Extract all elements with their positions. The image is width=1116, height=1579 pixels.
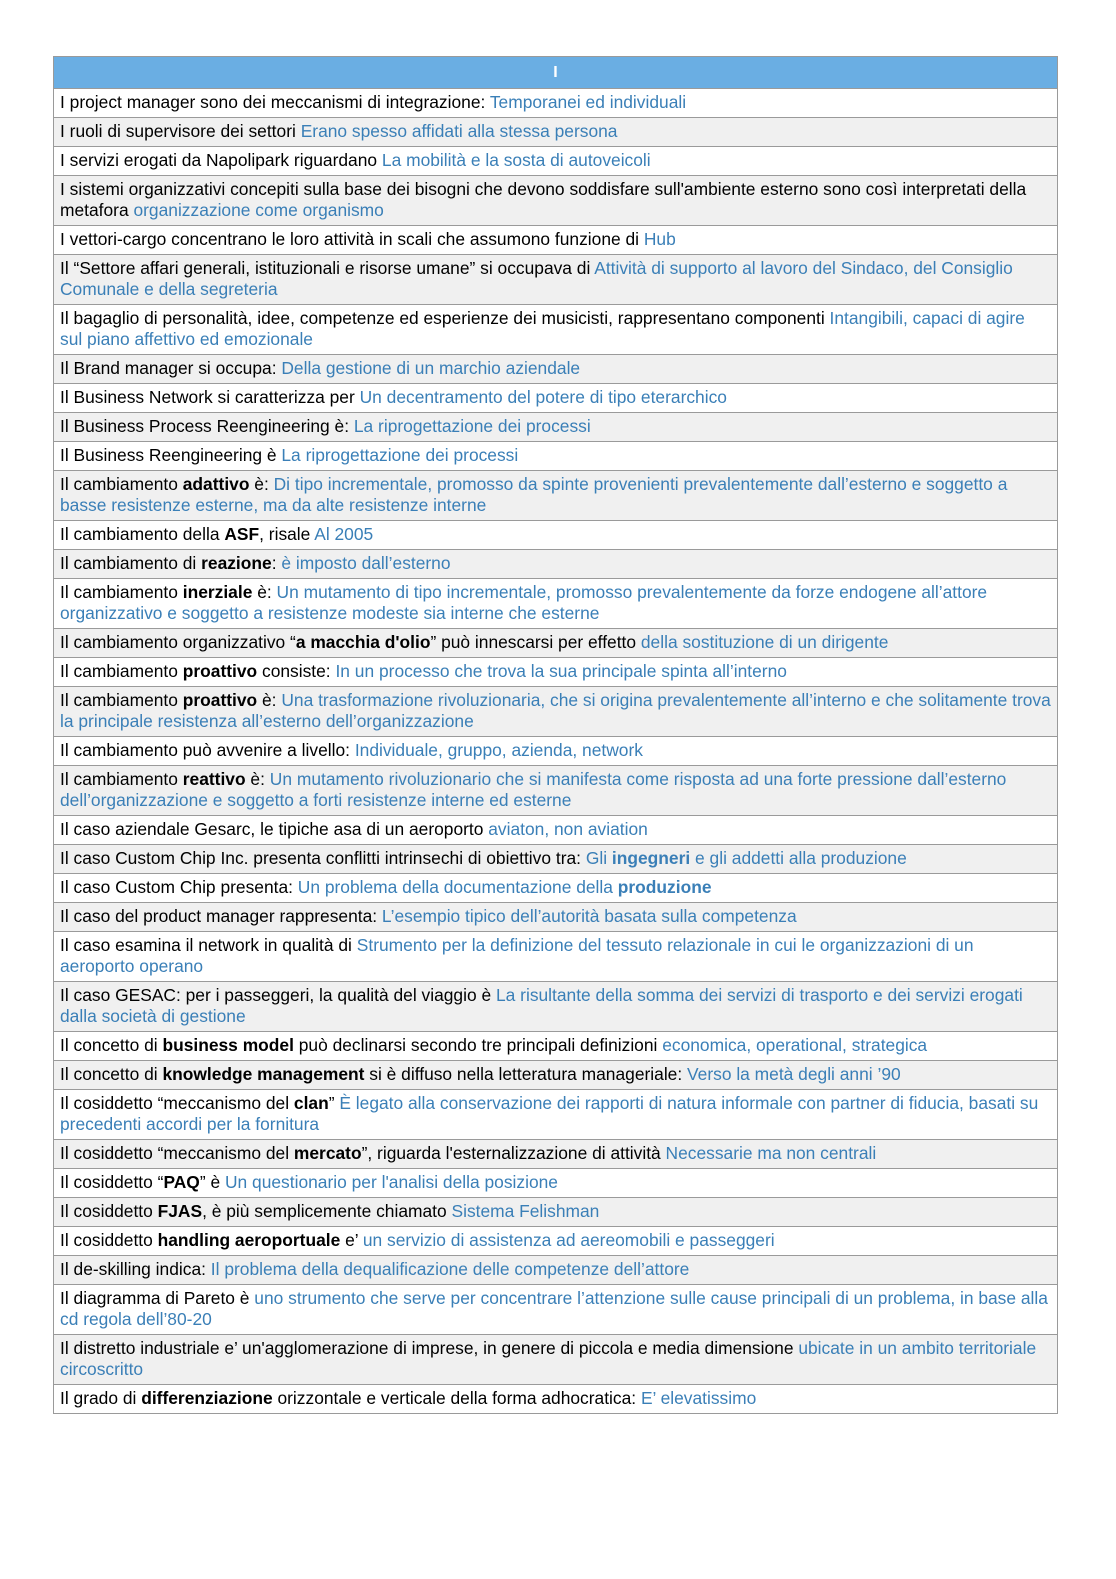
table-row [54,687,1058,737]
answer-text: Strumento per la definizione del tessuto relazionale in cui le organizzazioni di un aeroporto operano [60,935,974,976]
qa-cell [54,413,1058,442]
answer-text: Gli [585,848,612,868]
question-text: I sistemi organizzativi concepiti sulla base dei bisogni che devono soddisfare sull'ambiente esterno sono così interpretati della metafora [60,179,1027,220]
question-text: Il de-skilling indica: [60,1259,211,1279]
qa-cell [54,147,1058,176]
answer-text: e gli addetti alla produzione [690,848,907,868]
question-text: Il caso Custom Chip Inc. presenta conflitti intrinsechi di obiettivo tra: [60,848,586,868]
answer-text: Verso la metà degli anni ’90 [687,1064,901,1084]
qa-cell [54,384,1058,413]
qa-cell [54,471,1058,521]
answer-text: Di tipo incrementale, promosso da spinte provenienti prevalentemente dall’esterno e soggetto a basse resistenze esterne, ma da alte resistenze interne [60,474,1008,515]
answer-text: L’esempio tipico dell’autorità basata sulla competenza [381,906,797,926]
table-row [54,1227,1058,1256]
question-text: I ruoli di supervisore dei settori [60,121,301,141]
question-text: Il cambiamento della [60,524,225,544]
question-text: PAQ [163,1172,200,1192]
question-text: Il cambiamento organizzativo “ [60,632,296,652]
answer-text: È legato alla conservazione dei rapporti di natura informale con partner di fiducia, basati su precedenti accordi per la fornitura [60,1093,1039,1134]
qa-cell [54,226,1058,255]
question-text: Il cambiamento [60,474,183,494]
question-text: Il “Settore affari generali, istituzionali e risorse umane” si occupava di [60,258,595,278]
question-text: proattivo [182,661,258,681]
question-text: è: [249,474,274,494]
answer-text: Al 2005 [314,524,374,544]
qa-cell [54,658,1058,687]
question-text: Il caso aziendale Gesarc, le tipiche asa di un aeroporto [60,819,489,839]
table-row [54,982,1058,1032]
qa-cell [54,176,1058,226]
table-row [54,471,1058,521]
question-text: Il cambiamento [60,690,183,710]
answer-text: La mobilità e la sosta di autoveicoli [381,150,651,170]
table-row [54,384,1058,413]
question-text: Il diagramma di Pareto è [60,1288,255,1308]
question-text: Il Business Reengineering è [60,445,282,465]
qa-cell [54,1169,1058,1198]
table-row [54,226,1058,255]
answer-text: organizzazione come organismo [133,200,384,220]
qa-cell [54,1032,1058,1061]
answer-text: Intangibili, capaci di agire sul piano affettivo ed emozionale [60,308,1025,349]
table-row [54,658,1058,687]
answer-text: Un problema della documentazione della [297,877,618,897]
question-text: orizzontale e verticale della forma adhocratica: [272,1388,641,1408]
question-text: Il caso esamina il network in qualità di [60,935,357,955]
table-row [54,442,1058,471]
question-text: Il cambiamento [60,582,183,602]
question-text: FJAS [157,1201,203,1221]
qa-cell [54,874,1058,903]
qa-cell [54,521,1058,550]
table-row [54,1140,1058,1169]
question-text: I servizi erogati da Napolipark riguardano [60,150,382,170]
answer-text: della sostituzione di un dirigente [640,632,889,652]
question-text: business model [162,1035,294,1055]
question-text: I vettori-cargo concentrano le loro attività in scali che assumono funzione di [60,229,644,249]
answer-text: Sistema Felishman [451,1201,600,1221]
answer-text: Temporanei ed individuali [489,92,687,112]
qa-cell [54,1285,1058,1335]
table-row [54,1198,1058,1227]
table-row [54,1385,1058,1414]
table-row [54,89,1058,118]
qa-cell [54,1140,1058,1169]
table-row [54,550,1058,579]
question-text: a macchia d'olio [295,632,431,652]
qa-cell [54,89,1058,118]
answer-text: uno strumento che serve per concentrare l’attenzione sulle cause principali di un problema, in base alla cd regola dell’80-20 [60,1288,1048,1329]
question-text: adattivo [182,474,250,494]
answer-text: La riprogettazione dei processi [353,416,591,436]
qa-cell [54,816,1058,845]
question-text: inerziale [182,582,253,602]
table-row [54,1061,1058,1090]
qa-cell [54,1385,1058,1414]
table-row [54,355,1058,384]
question-text: Il distretto industriale e’ un'agglomerazione di imprese, in genere di piccola e media dimensione [60,1338,799,1358]
answer-text: è imposto dall’esterno [281,553,451,573]
answer-text: Una trasformazione rivoluzionaria, che si origina prevalentemente all’interno e che solitamente trova la principale resistenza all’esterno dell’organizzazione [60,690,1051,731]
table-row [54,255,1058,305]
question-text: Il bagaglio di personalità, idee, competenze ed esperienze dei musicisti, rappresentano componenti [60,308,830,328]
answer-text: Erano spesso affidati alla stessa persona [300,121,618,141]
answer-text: Un mutamento di tipo incrementale, promosso prevalentemente da forze endogene all’attore organizzativo e soggetto a resistenze modeste sia interne che esterne [60,582,988,623]
question-text: reazione [201,553,272,573]
qa-table [53,56,1058,1414]
question-text: Il cosiddetto “meccanismo del [60,1143,294,1163]
qa-cell [54,305,1058,355]
table-row [54,932,1058,982]
qa-cell [54,550,1058,579]
question-text: Il Brand manager si occupa: [60,358,282,378]
answer-text: La risultante della somma dei servizi di trasporto e dei servizi erogati dalla società di gestione [60,985,1023,1026]
answer-text: Un questionario per l'analisi della posizione [224,1172,558,1192]
question-text: knowledge management [162,1064,365,1084]
table-row [54,305,1058,355]
question-text: Il cambiamento [60,769,183,789]
question-text: è: [257,690,282,710]
answer-text: Della gestione di un marchio aziendale [281,358,581,378]
answer-text: E’ elevatissimo [640,1388,757,1408]
question-text: Il Business Process Reengineering è: [60,416,354,436]
table-row [54,845,1058,874]
answer-text: Un mutamento rivoluzionario che si manifesta come risposta ad una forte pressione dall’esterno dell’organizzazione e soggetto a forti resistenze interne ed esterne [60,769,1007,810]
qa-cell [54,1090,1058,1140]
question-text: proattivo [182,690,258,710]
qa-cell [54,1256,1058,1285]
question-text: Il cambiamento [60,661,183,681]
answer-text: Un decentramento del potere di tipo eterarchico [359,387,727,407]
question-text: Il grado di [60,1388,142,1408]
qa-table-body [54,89,1058,1414]
answer-text: un servizio di assistenza ad aereomobili e passeggeri [362,1230,775,1250]
qa-cell [54,442,1058,471]
qa-cell [54,1335,1058,1385]
table-row [54,147,1058,176]
table-row [54,874,1058,903]
question-text: , risale [259,524,315,544]
answer-text: aviaton, non aviation [488,819,648,839]
table-row [54,413,1058,442]
qa-cell [54,982,1058,1032]
answer-text: Attività di supporto al lavoro del Sindaco, del Consiglio Comunale e della segreteria [60,258,1013,299]
answer-text: produzione [617,877,712,897]
table-header: I [54,57,1058,89]
question-text: differenziazione [141,1388,273,1408]
table-row [54,579,1058,629]
qa-cell [54,629,1058,658]
question-text: ”, riguarda l'esternalizzazione di attività [361,1143,666,1163]
question-text: e’ [340,1230,363,1250]
question-text: Il cosiddetto [60,1201,158,1221]
question-text: Il caso Custom Chip presenta: [60,877,298,897]
qa-cell [54,118,1058,147]
table-row [54,816,1058,845]
question-text: handling aeroportuale [157,1230,341,1250]
question-text: I project manager sono dei meccanismi di integrazione: [60,92,490,112]
table-row [54,903,1058,932]
question-text: è: [252,582,277,602]
answer-text: economica, operational, strategica [662,1035,928,1055]
question-text: , è più semplicemente chiamato [202,1201,452,1221]
question-text: Il caso del product manager rappresenta: [60,906,382,926]
table-row [54,766,1058,816]
qa-cell [54,687,1058,737]
table-row [54,737,1058,766]
question-text: Il cosiddetto “ [60,1172,164,1192]
question-text: può declinarsi secondo tre principali definizioni [293,1035,663,1055]
table-row [54,629,1058,658]
qa-cell [54,1227,1058,1256]
question-text: : [271,553,282,573]
question-text: mercato [293,1143,362,1163]
table-row [54,118,1058,147]
answer-text: In un processo che trova la sua principale spinta all’interno [335,661,787,681]
qa-cell [54,845,1058,874]
qa-cell [54,1061,1058,1090]
answer-text: Individuale, gruppo, azienda, network [354,740,643,760]
answer-text: ubicate in un ambito territoriale circoscritto [60,1338,1037,1379]
question-text: Il concetto di [60,1064,163,1084]
question-text: Il concetto di [60,1035,163,1055]
qa-cell [54,737,1058,766]
question-text: Il Business Network si caratterizza per [60,387,360,407]
qa-cell [54,766,1058,816]
table-row [54,1285,1058,1335]
question-text: Il caso GESAC: per i passeggeri, la qualità del viaggio è [60,985,496,1005]
answer-text: Necessarie ma non centrali [665,1143,877,1163]
answer-text: ingegneri [611,848,691,868]
table-row [54,1256,1058,1285]
question-text: si è diffuso nella letteratura manageriale: [364,1064,688,1084]
question-text: clan [293,1093,329,1113]
question-text: è: [245,769,270,789]
question-text: Il cambiamento può avvenire a livello: [60,740,355,760]
qa-cell [54,579,1058,629]
question-text: ” è [199,1172,225,1192]
question-text: reattivo [182,769,246,789]
table-row [54,1169,1058,1198]
question-text: consiste: [257,661,336,681]
qa-cell [54,1198,1058,1227]
table-row [54,1335,1058,1385]
answer-text: La riprogettazione dei processi [281,445,519,465]
table-row [54,176,1058,226]
qa-cell [54,355,1058,384]
question-text: ASF [224,524,260,544]
qa-cell [54,903,1058,932]
answer-text: Il problema della dequalificazione delle competenze dell’attore [210,1259,690,1279]
qa-cell [54,255,1058,305]
table-row [54,1090,1058,1140]
answer-text: Hub [643,229,676,249]
table-row [54,1032,1058,1061]
question-text: Il cosiddetto [60,1230,158,1250]
table-row [54,521,1058,550]
question-text: ” [328,1093,340,1113]
qa-cell [54,932,1058,982]
question-text: Il cosiddetto “meccanismo del [60,1093,294,1113]
question-text: Il cambiamento di [60,553,202,573]
question-text: ” può innescarsi per effetto [430,632,641,652]
